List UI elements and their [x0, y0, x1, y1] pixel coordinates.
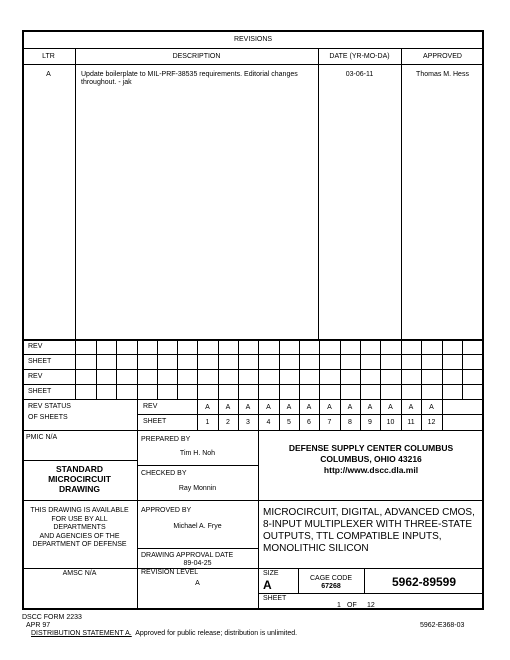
divider: [401, 48, 402, 340]
rev-status-rev-cell: A: [327, 403, 332, 411]
form-date: APR 97: [26, 622, 51, 629]
rev-status-rev-cell: A: [225, 403, 231, 411]
grid-label-sheet: SHEET: [28, 358, 52, 365]
rev-status-sheet-cell: 10: [386, 419, 395, 426]
sheet-block-label: SHEET: [263, 595, 287, 602]
grid-line: [380, 339, 381, 399]
grid-line: [75, 339, 76, 399]
divider: [22, 430, 484, 431]
grid-line: [197, 339, 198, 399]
rev-status-sheet-cell: 8: [348, 419, 352, 426]
grid-line: [421, 339, 422, 399]
approved-by-label: APPROVED BY: [141, 507, 192, 514]
revision-level-label: REVISION LEVEL: [141, 569, 199, 576]
drawing-number: 5962-89599: [391, 575, 457, 589]
sheet-number: 1: [337, 602, 341, 609]
prepared-by-name: Tim H. Noh: [179, 450, 216, 457]
grid-line: [258, 339, 259, 399]
grid-line: [157, 339, 158, 399]
grid-label-sheet: SHEET: [28, 388, 52, 395]
divider: [22, 384, 484, 385]
grid-line: [279, 339, 280, 399]
grid-line: [442, 399, 443, 430]
grid-line: [299, 339, 300, 399]
rev-status-rev-cell: A: [429, 403, 434, 411]
divider: [258, 593, 484, 594]
grid-line: [137, 339, 138, 399]
divider: [137, 548, 258, 549]
checked-by-name: Ray Monnin: [178, 485, 217, 492]
revision-level-value: A: [195, 580, 200, 587]
pmic: PMIC N/A: [26, 434, 58, 441]
grid-line: [238, 339, 239, 399]
divider: [22, 369, 484, 370]
grid-line: [96, 339, 97, 399]
divider: [22, 64, 484, 65]
rev-status-sheet-cell: 12: [427, 419, 436, 426]
revision-approved: Thomas M. Hess: [416, 71, 469, 78]
size-value: A: [263, 578, 272, 592]
standard-drawing-title: STANDARD MICROCIRCUIT DRAWING: [48, 464, 111, 494]
distribution-statement: DISTRIBUTION STATEMENT A. Approved for public release; distribution is unlimited.: [31, 630, 298, 637]
divider: [137, 465, 258, 466]
divider: [22, 48, 484, 49]
agency-block: DEFENSE SUPPLY CENTER COLUMBUS COLUMBUS, OHIO 43216 http://www.dscc.dla.mil: [288, 443, 454, 475]
rev-label: REV: [143, 403, 158, 410]
amsc: AMSC N/A: [62, 570, 97, 577]
grid-label-rev: REV: [28, 373, 43, 380]
grid-label-rev: REV: [28, 343, 43, 350]
divider: [22, 568, 484, 569]
sheet-total: 12: [367, 602, 375, 609]
divider: [22, 339, 484, 341]
rev-status-rev-cell: A: [367, 403, 373, 411]
rev-status-rev-cell: A: [266, 403, 271, 411]
revision-date: 03-06-11: [345, 71, 374, 78]
grid-line: [442, 339, 443, 399]
rev-status-sheet-cell: 7: [327, 419, 332, 426]
approved-by-name: Michael A. Frye: [173, 523, 222, 530]
document-number: 5962-E368-03: [420, 622, 465, 629]
grid-line: [340, 339, 341, 399]
rev-status-rev-cell: A: [408, 403, 414, 411]
grid-line: [218, 339, 219, 399]
rev-status-sheet-cell: 3: [246, 419, 250, 426]
divider: [318, 48, 319, 340]
rev-status-sheet-cell: 1: [205, 419, 210, 426]
grid-line: [360, 339, 361, 399]
revisions-title: REVISIONS: [233, 36, 273, 43]
checked-by-label: CHECKED BY: [141, 470, 187, 477]
prepared-by-label: PREPARED BY: [141, 436, 191, 443]
cage-code-label: CAGE CODE: [309, 575, 352, 582]
sheet-of: OF: [347, 602, 357, 609]
divider: [137, 399, 138, 610]
grid-line: [401, 339, 402, 399]
rev-status-rev-cell: A: [286, 403, 292, 411]
header-description: DESCRIPTION: [172, 53, 221, 60]
rev-status-rev-cell: A: [205, 403, 210, 411]
rev-status-sheet-cell: 4: [266, 419, 271, 426]
revision-description: Update boilerplate to MIL-PRF-38535 requirements. Editorial changes throughout. - jak: [81, 71, 298, 86]
grid-line: [177, 339, 178, 399]
divider: [22, 354, 484, 355]
rev-status-sheet-cell: 5: [287, 419, 291, 426]
form-number: DSCC FORM 2233: [22, 614, 82, 621]
divider: [22, 500, 258, 501]
sheet-label: SHEET: [143, 418, 167, 425]
divider: [75, 48, 76, 340]
header-date: DATE (YR-MO-DA): [329, 53, 390, 60]
of-sheets-label: OF SHEETS: [28, 414, 68, 421]
rev-status-rev-cell: A: [245, 403, 251, 411]
rev-status-rev-cell: A: [347, 403, 353, 411]
approval-date-value: 89-04-25: [183, 560, 212, 567]
availability-note: THIS DRAWING IS AVAILABLE FOR USE BY ALL DEPARTMENTS AND AGENCIES OF THE DEPARTMENT OF DEFENSE: [30, 507, 129, 548]
rev-status-sheet-cell: 9: [368, 419, 372, 426]
size-label: SIZE: [263, 570, 279, 577]
grid-line: [319, 339, 320, 399]
rev-status-sheet-cell: 6: [307, 419, 311, 426]
rev-status-rev-cell: A: [306, 403, 312, 411]
rev-status-sheet-cell: 2: [226, 419, 230, 426]
revision-ltr: A: [46, 71, 51, 78]
rev-status-sheet-cell: 11: [407, 419, 415, 426]
rev-status-rev-cell: A: [388, 403, 393, 411]
drawing-title: MICROCIRCUIT, DIGITAL, ADVANCED CMOS, 8-INPUT MULTIPLEXER WITH THREE-STATE OUTPUTS, TTL COMPATIBLE INPUTS, MONOLITHIC SILICON: [263, 507, 475, 554]
header-approved: APPROVED: [423, 53, 462, 60]
cage-code-value: 67268: [321, 583, 341, 590]
divider: [258, 500, 484, 501]
grid-line: [462, 339, 463, 399]
approval-date-label: DRAWING APPROVAL DATE: [141, 552, 234, 559]
header-ltr: LTR: [42, 53, 55, 60]
divider: [22, 460, 137, 461]
grid-line: [116, 339, 117, 399]
rev-status-label: REV STATUS: [28, 403, 71, 410]
